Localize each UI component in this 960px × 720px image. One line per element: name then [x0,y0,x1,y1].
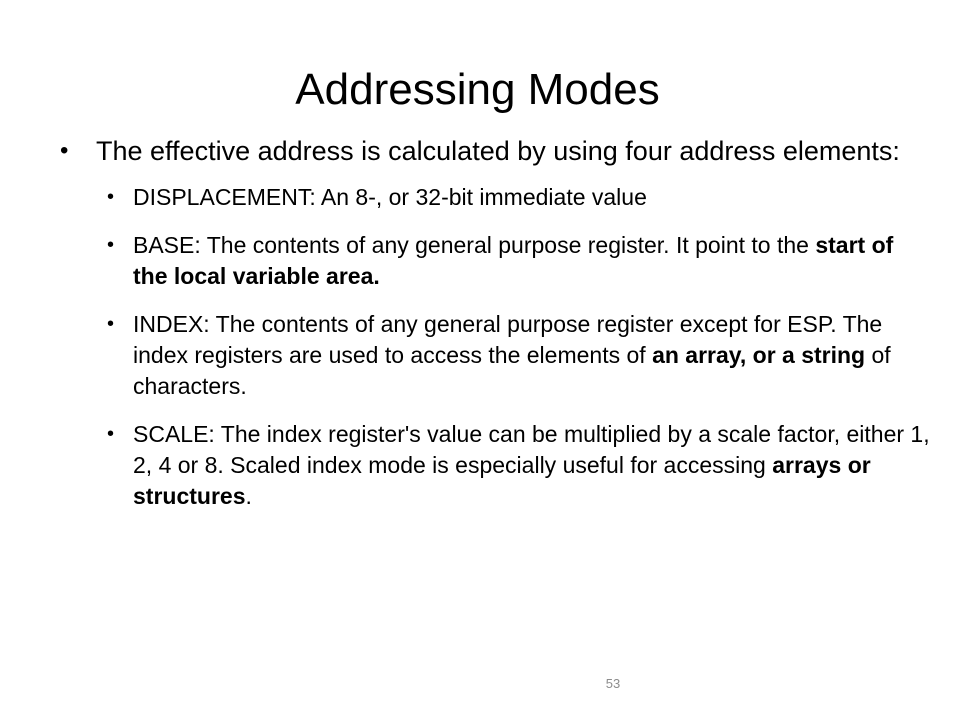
sub-bullet-displacement [107,182,930,213]
slide-title: Addressing Modes [295,65,660,114]
slide-content [60,132,930,529]
bullet-marker: • [107,234,115,256]
index-text-end: of characters. [133,342,891,399]
sub-bullet-base [107,230,930,292]
sub-bullet-index [107,309,930,402]
index-emphasis: an array, or a string [652,342,866,368]
main-bullet-text: The effective address is calculated by using four address elements: [96,136,900,166]
base-emphasis: start of the local variable area. [133,232,894,289]
scale-text-end: . [245,483,252,509]
bullet-marker: • [107,186,115,208]
sub-bullet-scale [107,419,930,512]
scale-text: SCALE: The index register's value can be multiplied by a scale factor, either 1, 2, 4 or 8. Scaled index mode is especially useful for accessing [133,421,930,478]
displacement-text: DISPLACEMENT: An 8-, or 32-bit immediate value [133,184,647,210]
bullet-marker: • [60,137,69,164]
base-text: BASE: The contents of any general purpose register. It point to the [133,232,816,258]
page-number: 53 [605,676,621,691]
scale-emphasis: arrays or structures [133,452,871,509]
main-bullet [60,132,930,170]
bullet-marker: • [107,423,115,445]
bullet-marker: • [107,313,115,335]
index-text: INDEX: The contents of any general purpose register except for ESP. The index registers are used to access the elements of [133,311,883,368]
